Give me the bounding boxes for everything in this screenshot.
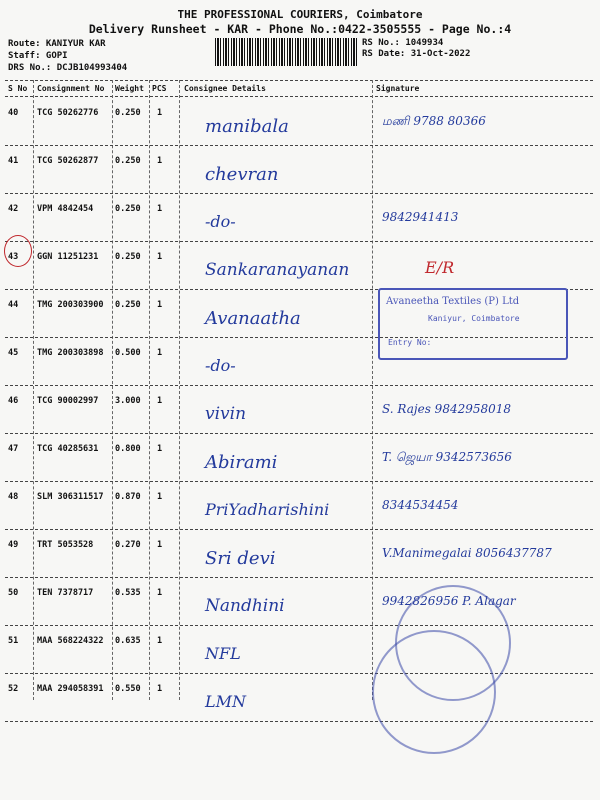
consignee-handwritten: vivin xyxy=(205,404,247,424)
row-weight: 0.870 xyxy=(115,492,141,502)
row-weight: 0.250 xyxy=(115,156,141,166)
col-signature: Signature xyxy=(376,84,420,93)
signature-handwritten: 9842941413 xyxy=(382,210,459,224)
row-weight: 0.550 xyxy=(115,684,141,694)
row-pcs: 1 xyxy=(157,204,163,214)
signature-handwritten: 9942826956 P. Alagar xyxy=(382,594,516,608)
row-pcs: 1 xyxy=(157,684,163,694)
row-sno: 45 xyxy=(8,348,19,358)
stamp-line3: Entry No: xyxy=(388,338,432,347)
stamp-line1: Avaneetha Textiles (P) Ltd xyxy=(386,296,520,307)
stamp-line2: Kaniyur, Coimbatore xyxy=(428,314,520,323)
row-sno: 48 xyxy=(8,492,19,502)
row-consignment-no: TCG 50262776 xyxy=(37,108,99,118)
col-consignee: Consignee Details xyxy=(184,84,266,93)
consignee-handwritten: Sri devi xyxy=(205,548,276,569)
row-pcs: 1 xyxy=(157,540,163,550)
row-sno: 50 xyxy=(8,588,19,598)
route-label: Route: KANIYUR KAR xyxy=(8,39,106,49)
table-row xyxy=(0,674,600,730)
row-pcs: 1 xyxy=(157,156,163,166)
consignee-handwritten: Nandhini xyxy=(205,596,285,616)
drs-number: DRS No.: DCJB104993404 xyxy=(8,63,128,73)
header-bottom-rule xyxy=(5,96,593,97)
row-weight: 0.800 xyxy=(115,444,141,454)
row-consignment-no: TMG 200303900 xyxy=(37,300,104,310)
col-consignment: Consignment No xyxy=(37,84,105,93)
company-stamp xyxy=(378,288,568,360)
row-weight: 0.250 xyxy=(115,300,141,310)
col-weight: Weight xyxy=(115,84,144,93)
consignee-handwritten: PriYadharishini xyxy=(205,500,330,519)
row-pcs: 1 xyxy=(157,252,163,262)
row-consignment-no: MAA 294058391 xyxy=(37,684,104,694)
row-consignment-no: MAA 568224322 xyxy=(37,636,104,646)
row-sno: 42 xyxy=(8,204,19,214)
row-consignment-no: TCG 40285631 xyxy=(37,444,99,454)
consignee-handwritten: Avanaatha xyxy=(205,308,301,329)
row-consignment-no: VPM 4842454 xyxy=(37,204,94,214)
signature-handwritten: E/R xyxy=(425,258,455,277)
row-pcs: 1 xyxy=(157,588,163,598)
col-pcs: PCS xyxy=(152,84,167,93)
row-pcs: 1 xyxy=(157,396,163,406)
signature-handwritten: V.Manimegalai 8056437787 xyxy=(382,546,552,560)
row-weight: 0.250 xyxy=(115,204,141,214)
red-circle-mark xyxy=(4,235,32,267)
barcode xyxy=(215,38,357,66)
row-sno: 41 xyxy=(8,156,19,166)
row-divider xyxy=(5,721,593,722)
signature-handwritten: மணி 9788 80366 xyxy=(382,114,486,128)
row-pcs: 1 xyxy=(157,108,163,118)
consignee-handwritten: NFL xyxy=(205,644,241,663)
row-consignment-no: SLM 306311517 xyxy=(37,492,104,502)
row-pcs: 1 xyxy=(157,348,163,358)
staff-label: Staff: GOPI xyxy=(8,51,68,61)
row-weight: 0.270 xyxy=(115,540,141,550)
row-pcs: 1 xyxy=(157,636,163,646)
consignee-handwritten: Abirami xyxy=(205,452,278,473)
row-weight: 0.635 xyxy=(115,636,141,646)
consignee-handwritten: LMN xyxy=(205,692,247,711)
row-sno: 51 xyxy=(8,636,19,646)
row-weight: 0.250 xyxy=(115,252,141,262)
signature-handwritten: S. Rajes 9842958018 xyxy=(382,402,512,416)
row-pcs: 1 xyxy=(157,492,163,502)
consignee-handwritten: manibala xyxy=(205,116,289,137)
row-consignment-no: TMG 200303898 xyxy=(37,348,104,358)
consignee-handwritten: -do- xyxy=(205,356,236,375)
row-sno: 52 xyxy=(8,684,19,694)
rs-number: RS No.: 1049934 xyxy=(362,38,444,48)
row-sno: 40 xyxy=(8,108,19,118)
row-sno: 47 xyxy=(8,444,19,454)
row-sno: 43 xyxy=(8,252,19,262)
row-weight: 0.250 xyxy=(115,108,141,118)
row-pcs: 1 xyxy=(157,300,163,310)
row-sno: 49 xyxy=(8,540,19,550)
company-title: THE PROFESSIONAL COURIERS, Coimbatore xyxy=(177,8,423,21)
row-weight: 0.500 xyxy=(115,348,141,358)
signature-handwritten: 8344534454 xyxy=(382,498,459,512)
row-weight: 3.000 xyxy=(115,396,141,406)
runsheet-subtitle: Delivery Runsheet - KAR - Phone No.:0422-3505555 - Page No.:4 xyxy=(88,22,512,36)
row-consignment-no: TCG 50262877 xyxy=(37,156,99,166)
row-sno: 46 xyxy=(8,396,19,406)
row-weight: 0.535 xyxy=(115,588,141,598)
consignee-handwritten: Sankaranayanan xyxy=(205,260,350,280)
signature-handwritten: T. ஜெயா 9342573656 xyxy=(382,450,512,464)
consignee-handwritten: chevran xyxy=(205,164,279,185)
col-sno: S No xyxy=(8,84,28,93)
row-pcs: 1 xyxy=(157,444,163,454)
header-top-rule xyxy=(5,80,593,81)
row-sno: 44 xyxy=(8,300,19,310)
row-consignment-no: TCG 90002997 xyxy=(37,396,99,406)
rs-date: RS Date: 31-Oct-2022 xyxy=(362,49,471,59)
row-consignment-no: TEN 7378717 xyxy=(37,588,94,598)
round-seal xyxy=(372,630,496,754)
row-consignment-no: GGN 11251231 xyxy=(37,252,99,262)
consignee-handwritten: -do- xyxy=(205,212,236,231)
row-consignment-no: TRT 5053528 xyxy=(37,540,94,550)
